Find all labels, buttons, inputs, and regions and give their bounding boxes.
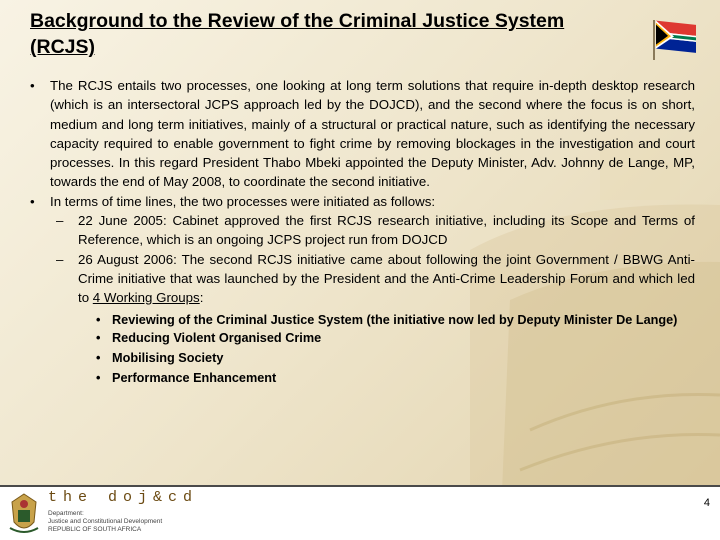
slide-content xyxy=(30,76,695,388)
sub-item xyxy=(30,250,695,308)
bullet-text: The RCJS entails two processes, one looking at long term solutions that require in-depth desktop research (which is an intersectoral JCPS approach led by the DOJCD), and the second where the focus is on short, medium and long term initiatives, mainly of a structural or practical nature, such as identifying the necessary capacity required to enable government to fight crime by removing blockages in the investigation and court processes. In this regard President Thabo Mbeki appointed the Deputy Minister, Adv. Johnny de Lange, MP, towards the end of May 2008, to coordinate the second initiative. xyxy=(50,78,695,190)
colon: : xyxy=(199,290,204,306)
department-sub-line: REPUBLIC OF SOUTH AFRICA xyxy=(48,526,142,533)
department-logo-text: the doj&cd xyxy=(48,489,199,506)
working-group-item xyxy=(30,313,695,328)
bullet-marker: • xyxy=(96,330,101,345)
coat-of-arms-icon xyxy=(6,492,42,536)
working-group-text: Performance Enhancement xyxy=(112,370,277,385)
department-sub-line: Justice and Constitutional Development xyxy=(48,518,163,525)
department-sub-line: Department: xyxy=(48,510,84,517)
bullet-text: In terms of time lines, the two processes were initiated as follows: xyxy=(50,193,436,209)
bullet-marker: • xyxy=(96,312,101,327)
working-group-text: Reducing Violent Organised Crime xyxy=(112,330,322,345)
sub-item-text: 26 August 2006: The second RCJS initiative came about following the joint Government / BBWG Anti-Crime initiative that was launched by the President and the Anti-Crime Leadership Forum and which led to xyxy=(78,251,695,306)
bullet-marker: • xyxy=(96,370,101,385)
working-group-item xyxy=(30,328,695,348)
sub-item xyxy=(30,211,695,250)
bullet-item xyxy=(30,76,695,192)
working-group-text: Reviewing of the Criminal Justice System (the initiative now led by Deputy Minister De Lange) xyxy=(112,312,678,327)
dash-marker: – xyxy=(56,213,64,229)
south-africa-flag-icon xyxy=(650,18,700,60)
working-groups-list xyxy=(30,313,695,388)
slide-title: Background to the Review of the Criminal Justice System (RCJS) xyxy=(30,10,565,58)
page-number: 4 xyxy=(703,497,710,509)
bullet-marker: • xyxy=(30,78,35,93)
bullet-marker: • xyxy=(96,350,101,365)
dash-marker: – xyxy=(56,251,64,267)
bullet-marker: • xyxy=(30,193,35,209)
working-group-text: Mobilising Society xyxy=(112,350,224,365)
bullet-item xyxy=(30,192,695,211)
working-group-item xyxy=(30,368,695,388)
working-group-item xyxy=(30,348,695,368)
working-groups-link[interactable]: 4 Working Groups xyxy=(92,290,200,306)
department-subtitle xyxy=(48,510,162,534)
sub-item-text: 22 June 2005: Cabinet approved the first RCJS research initiative, including its Scope and Terms of Reference, which is an ongoing JCPS project run from DOJCD xyxy=(78,213,695,248)
